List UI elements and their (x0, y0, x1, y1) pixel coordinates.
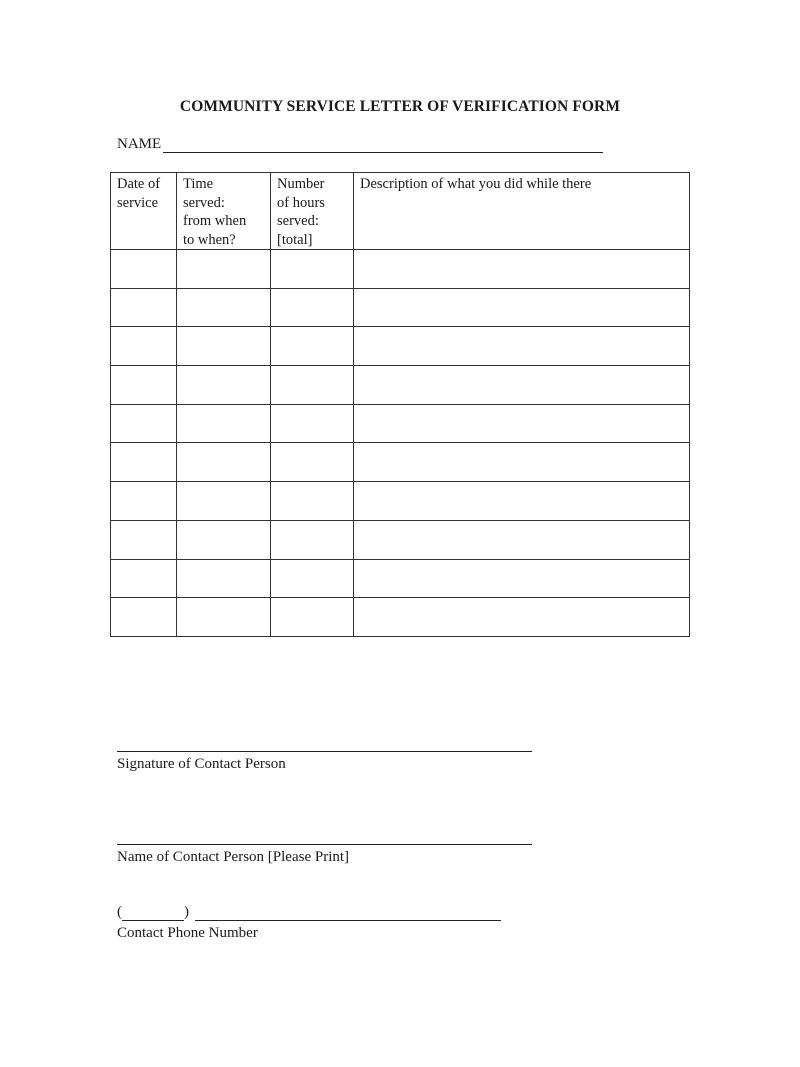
header-number-of-hours: Number of hours served: [total] (271, 173, 354, 250)
signature-label: Signature of Contact Person (117, 756, 286, 772)
time-served-cell[interactable] (177, 288, 271, 327)
table-row (111, 559, 690, 598)
hours-cell[interactable] (271, 288, 354, 327)
date-cell[interactable] (111, 520, 177, 559)
table-row (111, 327, 690, 366)
header-time-served: Time served: from when to when? (177, 173, 271, 250)
description-cell[interactable] (354, 443, 690, 482)
table-row (111, 443, 690, 482)
date-cell[interactable] (111, 404, 177, 443)
phone-close-paren: ) (184, 904, 189, 920)
hours-cell[interactable] (271, 482, 354, 521)
description-cell[interactable] (354, 520, 690, 559)
table-header-row (111, 173, 690, 250)
hours-cell[interactable] (271, 443, 354, 482)
hours-cell[interactable] (271, 559, 354, 598)
description-cell[interactable] (354, 559, 690, 598)
hours-cell[interactable] (271, 327, 354, 366)
date-cell[interactable] (111, 598, 177, 637)
phone-block (117, 904, 501, 942)
name-label: NAME (117, 136, 162, 152)
date-cell[interactable] (111, 443, 177, 482)
table-row (111, 598, 690, 637)
hours-cell[interactable] (271, 598, 354, 637)
phone-open-paren: ( (117, 904, 122, 920)
description-cell[interactable] (354, 598, 690, 637)
table-row (111, 250, 690, 289)
table-row (111, 520, 690, 559)
hours-cell[interactable] (271, 404, 354, 443)
date-cell[interactable] (111, 366, 177, 405)
date-cell[interactable] (111, 288, 177, 327)
area-code-input-line[interactable] (122, 907, 184, 921)
hours-cell[interactable] (271, 520, 354, 559)
time-served-cell[interactable] (177, 520, 271, 559)
phone-label: Contact Phone Number (117, 925, 258, 941)
time-served-cell[interactable] (177, 327, 271, 366)
time-served-cell[interactable] (177, 443, 271, 482)
name-field-line (117, 136, 603, 153)
hours-cell[interactable] (271, 366, 354, 405)
hours-cell[interactable] (271, 250, 354, 289)
time-served-cell[interactable] (177, 598, 271, 637)
time-served-cell[interactable] (177, 366, 271, 405)
name-input-line[interactable] (163, 138, 603, 153)
signature-block (117, 751, 532, 773)
print-name-label: Name of Contact Person [Please Print] (117, 849, 350, 865)
service-log-table (110, 172, 690, 637)
print-name-block (117, 844, 532, 866)
phone-number-input-line[interactable] (195, 907, 501, 921)
time-served-cell[interactable] (177, 482, 271, 521)
table-body (111, 250, 690, 637)
table-row (111, 288, 690, 327)
signature-line[interactable] (117, 751, 532, 752)
header-date-of-service: Date of service (111, 173, 177, 250)
date-cell[interactable] (111, 559, 177, 598)
time-served-cell[interactable] (177, 559, 271, 598)
date-cell[interactable] (111, 327, 177, 366)
header-description: Description of what you did while there (354, 173, 690, 250)
date-cell[interactable] (111, 250, 177, 289)
description-cell[interactable] (354, 366, 690, 405)
description-cell[interactable] (354, 327, 690, 366)
time-served-cell[interactable] (177, 404, 271, 443)
table-row (111, 404, 690, 443)
description-cell[interactable] (354, 404, 690, 443)
description-cell[interactable] (354, 482, 690, 521)
description-cell[interactable] (354, 250, 690, 289)
time-served-cell[interactable] (177, 250, 271, 289)
table-row (111, 366, 690, 405)
print-name-line[interactable] (117, 844, 532, 845)
phone-number-line (117, 904, 501, 921)
date-cell[interactable] (111, 482, 177, 521)
table-row (111, 482, 690, 521)
description-cell[interactable] (354, 288, 690, 327)
form-title: COMMUNITY SERVICE LETTER OF VERIFICATION FORM (179, 98, 621, 115)
